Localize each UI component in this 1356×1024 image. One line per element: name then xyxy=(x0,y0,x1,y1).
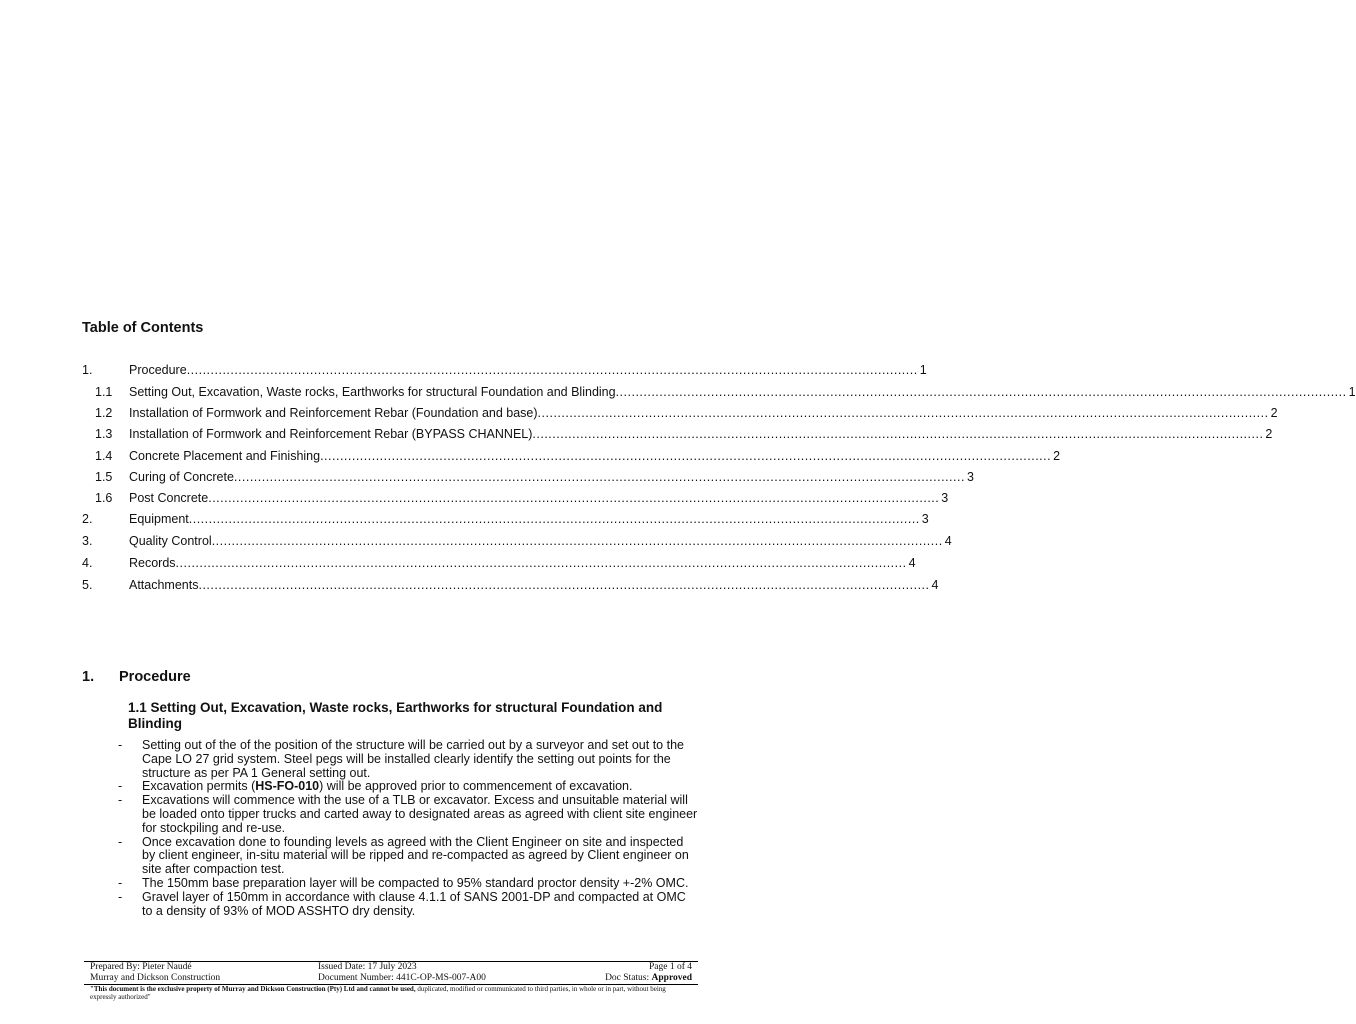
toc-entry-2[interactable]: 2. Equipment ........................................................................................................................................................................................ 3 xyxy=(82,512,929,526)
toc-entry-number: 3. xyxy=(82,534,93,548)
permit-code: HS-FO-010 xyxy=(255,779,320,794)
toc-entry-number: 5. xyxy=(82,578,93,592)
toc-entry-number: 1. xyxy=(82,363,93,377)
section-number: 1. xyxy=(82,669,95,685)
toc-entry-page: 2 xyxy=(1053,449,1061,463)
subsection-heading: 1.1 Setting Out, Excavation, Waste rocks, Earthworks for structural Foundation and Blinding xyxy=(128,700,663,731)
list-item: - The 150mm base preparation layer will be compacted to 95% standard proctor density +-2% OMC. xyxy=(118,875,689,890)
section-heading xyxy=(82,669,191,685)
toc-entry-number: 2. xyxy=(82,512,93,526)
toc-entry-1-1[interactable]: 1.1 Setting Out, Excavation, Waste rocks, Earthworks for structural Foundation and Blinding ........................................................................................................................................................................................ 1 xyxy=(95,385,1356,399)
toc-entry-text: Procedure xyxy=(129,363,187,377)
toc-entry-number: 4. xyxy=(82,556,93,570)
toc-entry-page: 4 xyxy=(908,556,916,570)
toc-entry-number: 1.5 xyxy=(95,470,113,484)
toc-entry-number: 1.6 xyxy=(95,491,113,505)
list-item: - Once excavation done to founding levels as agreed with the Client Engineer on site and inspected by client engineer, in-situ material will be ripped and re-compacted as agreed by Client engineer on site after compaction test. xyxy=(118,834,689,877)
toc-entry-5[interactable]: 5. Attachments ........................................................................................................................................................................................ 4 xyxy=(82,578,939,592)
toc-entry-1-4[interactable]: 1.4 Concrete Placement and Finishing ........................................................................................................................................................................................ 2 xyxy=(95,449,1061,463)
prepared-by: Prepared By: Pieter Naudé xyxy=(90,962,192,972)
toc-entry-number: 1.3 xyxy=(95,427,113,441)
toc-entry-page: 4 xyxy=(944,534,952,548)
toc-entry-page: 1 xyxy=(919,363,927,377)
toc-entry-page: 2 xyxy=(1270,406,1278,420)
section-title: Procedure xyxy=(119,669,191,685)
list-item: - Excavations will commence with the use of a TLB or excavator. Excess and unsuitable material will be loaded onto tipper trucks and carted away to designated areas as agreed with client site engineer for stockpiling and re-use. xyxy=(118,793,698,835)
toc-entry-text: Concrete Placement and Finishing xyxy=(129,449,321,463)
list-item: - Excavation permits (HS-FO-010) will be approved prior to commencement of excavation. xyxy=(118,779,633,794)
toc-entry-text: Post Concrete xyxy=(129,491,209,505)
toc-entry-page: 4 xyxy=(931,578,939,592)
issued-date: Issued Date: 17 July 2023 xyxy=(318,962,417,972)
procedure-list xyxy=(118,739,698,918)
toc-entry-1-6[interactable]: 1.6 Post Concrete ........................................................................................................................................................................................ 3 xyxy=(95,491,949,505)
page-number: Page 1 of 4 xyxy=(648,962,692,972)
company-name: Murray and Dickson Construction xyxy=(90,973,221,983)
toc-entry-page: 3 xyxy=(966,470,974,484)
toc-entry-text: Curing of Concrete xyxy=(129,470,234,484)
toc-entry-text: Setting Out, Excavation, Waste rocks, Earthworks for structural Foundation and Blinding xyxy=(129,385,616,399)
toc-entry-page: 1 xyxy=(1348,385,1356,399)
toc-entry-text: Attachments xyxy=(129,578,199,592)
toc-title: Table of Contents xyxy=(82,320,204,336)
legal-notice: "This document is the exclusive property of Murray and Dickson Construction (Pty) Ltd and cannot be used, duplicated, modified or communicated to third parties, in whole or in part, without being expressly authorized" xyxy=(84,984,698,1001)
page-footer xyxy=(84,961,698,1001)
toc-entry-text: Installation of Formwork and Reinforcement Rebar (Foundation and base) xyxy=(129,406,538,420)
toc-entry-text: Installation of Formwork and Reinforcement Rebar (BYPASS CHANNEL) xyxy=(129,427,533,441)
toc-entry-text: Equipment xyxy=(129,512,189,526)
list-item: - Gravel layer of 150mm in accordance with clause 4.1.1 of SANS 2001-DP and compacted at OMC to a density of 93% of MOD ASSHTO dry density. xyxy=(118,889,686,918)
toc-entry-text: Records xyxy=(129,556,176,570)
document-number: Document Number: 441C-OP-MS-007-A00 xyxy=(318,973,486,983)
list-item: - Setting out of the of the position of the structure will be carried out by a surveyor and set out to the Cape LO 27 grid system. Steel pegs will be installed clearly identify the setting out points for the structure as per PA 1 General setting out. xyxy=(118,738,684,780)
toc-entry-page: 3 xyxy=(941,491,949,505)
toc-entry-page: 2 xyxy=(1265,427,1273,441)
toc-entry-3[interactable]: 3. Quality Control ........................................................................................................................................................................................ 4 xyxy=(82,534,952,548)
toc-entry-number: 1.2 xyxy=(95,406,113,420)
doc-status: Doc Status: Approved xyxy=(605,973,692,983)
toc-entry-number: 1.4 xyxy=(95,449,113,463)
toc-entry-1-2[interactable]: 1.2 Installation of Formwork and Reinforcement Rebar (Foundation and base) ........................................................................................................................................................................................ 2 xyxy=(95,406,1278,420)
toc-entry-4[interactable]: 4. Records ........................................................................................................................................................................................ 4 xyxy=(82,556,916,570)
toc-entry-number: 1.1 xyxy=(95,385,113,399)
toc-entry-page: 3 xyxy=(921,512,929,526)
toc-entry-text: Quality Control xyxy=(129,534,212,548)
toc-entry-1[interactable]: 1. Procedure ........................................................................................................................................................................................ 1 xyxy=(82,363,927,377)
toc-entry-1-3[interactable]: 1.3 Installation of Formwork and Reinforcement Rebar (BYPASS CHANNEL) ........................................................................................................................................................................................ 2 xyxy=(95,427,1273,441)
toc-entry-1-5[interactable]: 1.5 Curing of Concrete ........................................................................................................................................................................................ 3 xyxy=(95,470,974,484)
